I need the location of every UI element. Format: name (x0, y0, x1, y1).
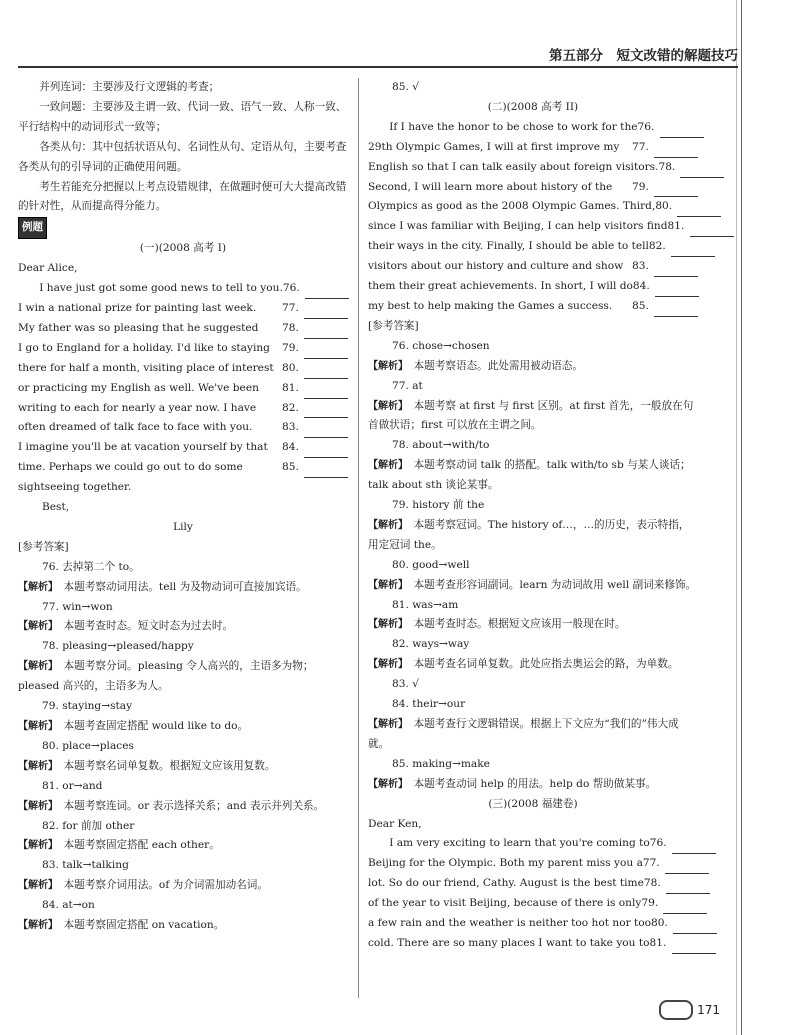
blank-underline (654, 304, 698, 317)
answer-blank (283, 279, 349, 299)
header-title: 第五部分 短文改错的解题技巧 (549, 48, 738, 64)
line-number: 81. (667, 220, 685, 233)
answer-blank (658, 158, 724, 178)
line-number: 80. (282, 361, 299, 374)
answer-blank (649, 237, 715, 257)
line-number: 76. (282, 282, 300, 295)
explanation (368, 357, 698, 377)
line-number: 77. (282, 301, 299, 314)
intro-paragraph: 一致问题：主要涉及主谓一致、代词一致、语气一致、人称一致、平行结构中的动词形式一致等； (18, 100, 347, 133)
line-number: 78. (643, 877, 661, 890)
exercise-line (368, 118, 698, 138)
answer-line: 85. making→make (392, 757, 490, 770)
line-text: or practicing my English as well. We've been (18, 381, 259, 394)
line-text: often dreamed of talk face to face with you. (18, 421, 253, 434)
line-text: 29th Olympic Games, I will at first improve my (368, 140, 620, 153)
answer-blank (282, 458, 348, 478)
line-text: My father was so pleasing that he suggested (18, 321, 259, 334)
line-text: I imagine you'll be at vacation yourself by that (18, 441, 268, 454)
example-label: 例题 (18, 217, 47, 239)
running-header (18, 44, 738, 68)
line-number: 78. (282, 321, 299, 334)
answer-line: 84. at→on (42, 899, 95, 912)
section-title: (一)(2008 高考 I) (139, 242, 227, 255)
answer-line: 83. talk→talking (42, 859, 129, 872)
answer-blank (668, 217, 734, 237)
explanation-text: 本题考查时态。根据短文应该用一般现在时。 (413, 618, 626, 631)
line-number: 81. (282, 381, 299, 394)
blank-underline (304, 326, 348, 339)
line-text: time. Perhaps we could go out to do some (18, 461, 243, 474)
line-number: 79. (632, 180, 649, 193)
explanation-text: 本题考察语态。此处需用被动语态。 (413, 359, 584, 372)
line-number: 83. (282, 421, 299, 434)
blank-underline (677, 204, 721, 217)
answer-blank (632, 297, 698, 317)
line-text: If I have the honor to be chose to work for the (389, 120, 638, 133)
answer-line: 79. staying→stay (42, 700, 133, 713)
explanation-text: 本题考查形容词副词。learn 为动词故用 well 副词来修饰。 (413, 578, 697, 591)
explanation-text: 本题考查时态。短文时态为过去时。 (63, 620, 234, 633)
explanation (18, 876, 348, 896)
blank-underline (672, 941, 716, 954)
explanation-text: 本题考查名词单复数。此处应指去奥运会的路，为单数。 (413, 658, 679, 671)
explanation-tag: 【解析】 (18, 621, 53, 633)
explanation-text: 本题考察 at first 与 first 区别。at first 首先，一般放在句首做状语；first 可以放在主谓之间。 (368, 399, 694, 432)
ornament-icon (659, 1000, 693, 1020)
explanation (18, 836, 348, 856)
blank-underline (665, 861, 709, 874)
page-footer (659, 1000, 720, 1020)
answer-line: 78. about→with/to (392, 439, 490, 452)
answer-blank (632, 178, 698, 198)
answer-blank (650, 834, 716, 854)
line-text: since I was familiar with Beijing, I can help visitors find (368, 220, 668, 233)
line-number: 82. (648, 240, 666, 253)
explanation-tag: 【解析】 (18, 840, 53, 852)
line-number: 85. (282, 461, 299, 474)
answer-line: 79. history 前 the (392, 499, 485, 512)
blank-underline (304, 366, 348, 379)
blank-underline (304, 425, 348, 438)
blank-underline (654, 264, 698, 277)
exercise-line (18, 418, 348, 438)
explanation-tag: 【解析】 (368, 400, 403, 412)
explanation (18, 797, 348, 817)
explanation-text: 本题考察冠词。The history of…，…的历史，表示特指，用定冠词 the。 (368, 518, 690, 551)
line-text: Olympics as good as the 2008 Olympic Games. Third, (368, 200, 656, 213)
line-text: I have just got some good news to tell to you. (39, 282, 283, 295)
exercise-lines (368, 834, 698, 953)
letter-signature: Lily (173, 520, 193, 533)
line-number: 76. (649, 837, 667, 850)
exercise-line (368, 197, 698, 217)
answer-blank (282, 418, 348, 438)
exercise-line (18, 379, 348, 399)
explanation-text: 本题考察动词 talk 的搭配。talk with/to sb 与某人谈话；talk about sth 谈论某事。 (368, 459, 691, 492)
line-number: 83. (632, 260, 649, 273)
exercise-line (368, 178, 698, 198)
blank-underline (671, 244, 715, 257)
exercise-line (18, 339, 348, 359)
exercise-line (18, 299, 348, 319)
explanation-text: 本题考察分词。pleasing 令人高兴的，主语多为物；pleased 高兴的，主语多为人。 (18, 660, 314, 693)
letter-tail: sightseeing together. (18, 481, 132, 494)
explanation (368, 576, 698, 596)
letter-greeting: Dear Ken, (368, 817, 422, 830)
blank-underline (672, 841, 716, 854)
explanation (368, 655, 698, 675)
page-edge-line (736, 0, 737, 1035)
line-text: Beijing for the Olympic. Both my parent miss you a (368, 857, 643, 870)
explanation-text: 本题考查行文逻辑错误。根据上下文应为“我们的”伟大成就。 (368, 718, 679, 750)
explanation-text: 本题考查固定搭配 would like to do。 (63, 720, 249, 732)
exercise-line (368, 257, 698, 277)
blank-underline (673, 921, 717, 934)
explanation-tag: 【解析】 (368, 778, 403, 790)
answer-blank (632, 138, 698, 158)
explanation-tag: 【解析】 (18, 880, 53, 892)
explanation (18, 657, 348, 697)
line-number: 77. (632, 140, 649, 153)
blank-underline (304, 386, 348, 399)
line-text: I win a national prize for painting last week. (18, 301, 257, 314)
explanation-tag: 【解析】 (18, 721, 53, 732)
explanation (18, 757, 348, 777)
blank-underline (680, 165, 724, 178)
letter-greeting: Dear Alice, (18, 262, 78, 275)
exercise-line (368, 934, 698, 954)
explanation-tag: 【解析】 (368, 659, 403, 671)
answer-line: 82. for 前加 other (42, 819, 135, 832)
line-number: 84. (632, 280, 650, 293)
answer-blank (643, 854, 709, 874)
explanation-text: 本题考察固定搭配 each other。 (63, 839, 220, 852)
blank-underline (304, 465, 348, 478)
line-number: 85. (632, 299, 649, 312)
answer-blank (644, 874, 710, 894)
blank-underline (660, 125, 704, 138)
line-text: my best to help making the Games a success. (368, 299, 613, 312)
explanation-tag: 【解析】 (368, 460, 403, 472)
explanation-tag: 【解析】 (368, 360, 403, 372)
line-number: 78. (658, 160, 676, 173)
line-number: 82. (282, 401, 299, 414)
exercise-lines (18, 279, 348, 478)
explanation (18, 578, 348, 598)
blank-underline (304, 405, 348, 418)
exercise-line (18, 438, 348, 458)
line-number: 79. (641, 897, 659, 910)
answer-line: 80. place→places (42, 739, 134, 752)
explanation-text: 本题考察固定搭配 on vacation。 (63, 919, 225, 932)
exercise-line (368, 158, 698, 178)
explanation-tag: 【解析】 (18, 581, 53, 593)
blank-underline (654, 145, 698, 158)
exercise-lines (368, 118, 698, 317)
answer-line: 76. chose→chosen (392, 339, 490, 352)
intro-paragraph: 各类从句：其中包括状语从句、名词性从句、定语从句，主要考查各类从句的引导词的正确使用问题。 (18, 140, 347, 173)
blank-underline (654, 184, 698, 197)
explanation-text: 本题考查动词 help 的用法。help do 帮助做某事。 (413, 777, 657, 790)
line-text: of the year to visit Beijing, because of there is only (368, 897, 642, 910)
line-text: cold. There are so many places I want to take you to (368, 936, 650, 949)
explanation-tag: 【解析】 (368, 519, 403, 531)
answer-blank (633, 277, 699, 297)
blank-underline (304, 445, 348, 458)
line-text: their ways in the city. Finally, I should be able to tell (368, 240, 649, 253)
explanation (368, 456, 698, 496)
explanation-tag: 【解析】 (368, 619, 403, 631)
exercise-line (368, 297, 698, 317)
line-text: visitors about our history and culture and show (368, 260, 624, 273)
blank-underline (304, 346, 348, 359)
answer-blank (282, 379, 348, 399)
blank-underline (304, 306, 348, 319)
exercise-line (368, 854, 698, 874)
line-text: I am very exciting to learn that you're coming to (389, 837, 650, 850)
explanation-tag: 【解析】 (18, 800, 53, 812)
answer-line: 77. at (392, 379, 423, 392)
letter-closing: Best, (42, 501, 70, 514)
line-text: a few rain and the weather is neither too hot nor too (368, 917, 652, 930)
explanation (368, 715, 698, 755)
explanation (368, 775, 698, 795)
blank-underline (663, 901, 707, 914)
exercise-line (18, 359, 348, 379)
explanation-tag: 【解析】 (18, 661, 53, 673)
reference-answer-label: [参考答案] (18, 540, 69, 553)
explanation-tag: 【解析】 (368, 719, 403, 730)
explanation-tag: 【解析】 (368, 579, 403, 591)
exercise-line (18, 279, 348, 299)
answer-blank (282, 438, 348, 458)
column-divider (358, 78, 359, 998)
answer-blank (655, 197, 721, 217)
explanation (18, 916, 348, 936)
blank-underline (655, 284, 699, 297)
line-number: 77. (642, 857, 660, 870)
exercise-line (368, 217, 698, 237)
answer-line: 77. win→won (42, 600, 113, 613)
exercise-line (368, 834, 698, 854)
page-edge-line (741, 0, 742, 1035)
line-number: 76. (637, 120, 655, 133)
reference-answer-label: [参考答案] (368, 319, 419, 332)
explanation-tag: 【解析】 (18, 760, 53, 772)
page-number: 171 (697, 1003, 720, 1017)
explanation-text: 本题考察动词用法。tell 为及物动词可直接加宾语。 (63, 580, 307, 593)
answer-line: 81. or→and (42, 779, 103, 792)
explanation (18, 617, 348, 637)
answer-blank (641, 894, 707, 914)
exercise-line (18, 399, 348, 419)
blank-underline (666, 881, 710, 894)
answer-line: 81. was→am (392, 598, 459, 611)
answer-blank (638, 118, 704, 138)
answer-line: 84. their→our (392, 698, 466, 711)
answer-list (18, 558, 348, 936)
answer-blank (282, 359, 348, 379)
explanation-text: 本题考察名词单复数。根据短文应该用复数。 (63, 759, 276, 772)
line-text: I go to England for a holiday. I'd like to staying (18, 341, 270, 354)
line-number: 80. (651, 917, 668, 930)
line-number: 81. (649, 936, 667, 949)
line-text: there for half a month, visiting place of interest (18, 361, 274, 374)
explanation-text: 本题考察介词用法。of 为介词需加动名词。 (63, 879, 268, 892)
section-title: (三)(2008 福建卷) (488, 797, 578, 810)
left-column (18, 78, 348, 936)
answer-blank (282, 299, 348, 319)
exercise-line (368, 874, 698, 894)
line-text: Second, I will learn more about history of the (368, 180, 613, 193)
line-number: 84. (282, 441, 299, 454)
answer-blank (282, 399, 348, 419)
answer-line: 83. √ (392, 678, 419, 691)
exercise-line (368, 914, 698, 934)
answer-list (368, 337, 698, 795)
line-text: writing to each for nearly a year now. I have (18, 401, 257, 414)
answer-blank (282, 339, 348, 359)
blank-underline (305, 286, 349, 299)
explanation (368, 516, 698, 556)
answer-line: 78. pleasing→pleased/happy (42, 640, 194, 653)
explanation-text: 本题考察连词。or 表示选择关系；and 表示并列关系。 (63, 799, 325, 812)
exercise-line (368, 894, 698, 914)
answer-line: 85. √ (392, 81, 419, 93)
exercise-line (368, 138, 698, 158)
exercise-line (18, 458, 348, 478)
answer-line: 76. 去掉第二个 to。 (42, 560, 140, 573)
line-text: English so that I can talk easily about foreign visitors. (368, 160, 659, 173)
line-number: 80. (655, 200, 673, 213)
line-text: them their great achievements. In short, I will do (368, 280, 633, 293)
explanation (18, 717, 348, 737)
exercise-line (368, 277, 698, 297)
exercise-line (18, 319, 348, 339)
answer-blank (282, 319, 348, 339)
blank-underline (690, 224, 734, 237)
explanation (368, 397, 698, 437)
section-title: (二)(2008 高考 II) (487, 100, 579, 113)
answer-line: 82. ways→way (392, 638, 470, 651)
line-number: 79. (282, 341, 299, 354)
right-column (368, 78, 698, 954)
answer-blank (651, 914, 717, 934)
intro-paragraph: 并列连词：主要涉及行文逻辑的考查； (39, 81, 220, 93)
answer-blank (632, 257, 698, 277)
answer-blank (650, 934, 716, 954)
line-text: lot. So do our friend, Cathy. August is the best time (368, 877, 644, 890)
answer-line: 80. good→well (392, 558, 470, 571)
explanation-tag: 【解析】 (18, 920, 53, 932)
intro-paragraph: 考生若能充分把握以上考点设错规律，在做题时便可大大提高改错的针对性，从而提高得分能力。 (18, 180, 347, 213)
exercise-line (368, 237, 698, 257)
explanation (368, 615, 698, 635)
